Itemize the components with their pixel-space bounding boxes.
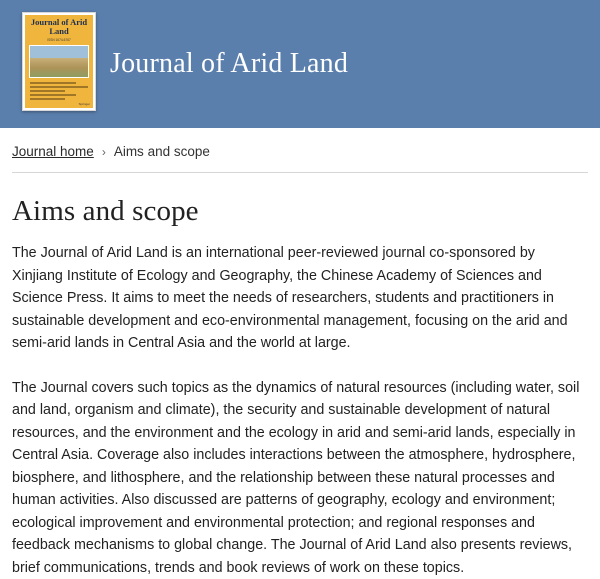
cover-artwork — [25, 15, 93, 108]
breadcrumb-current: Aims and scope — [114, 144, 210, 159]
journal-header-banner — [0, 0, 600, 128]
journal-cover-image — [22, 12, 96, 111]
cover-publisher: Springer — [25, 102, 93, 108]
aims-paragraph-1: The Journal of Arid Land is an international peer-reviewed journal co-sponsored by Xinjiang Institute of Ecology and Geography, the Chinese Academy of Sciences and Science Press. It aims to meet the needs of researchers, students and practitioners in sustainable development and eco-environmental management, focusing on the arid and semi-arid lands in Central Asia and the world at large. — [12, 242, 588, 355]
cover-photo — [29, 45, 89, 78]
cover-title: Journal of Arid Land — [25, 15, 93, 38]
cover-text-lines — [30, 82, 88, 102]
page-content — [0, 128, 600, 579]
journal-title: Journal of Arid Land — [110, 48, 348, 80]
chevron-right-icon: › — [102, 145, 106, 159]
page-title: Aims and scope — [12, 195, 588, 228]
aims-paragraph-2: The Journal covers such topics as the dynamics of natural resources (including water, soil and land, organism and climate), the security and sustainable development of natural resources, and the environment and the ecology in arid and semi-arid lands, especially in Central Asia. Coverage also includes interactions between the atmosphere, hydrosphere, biosphere, and lithosphere, and the relationship between these natural processes and human activities. Also discussed are patterns of geography, ecology and environment; ecological improvement and environmental protection; and regional responses and feedback mechanisms to global change. The Journal of Arid Land also presents reviews, brief communications, trends and book reviews of work on these topics. — [12, 377, 588, 579]
breadcrumb-link-journal-home[interactable]: Journal home — [12, 144, 94, 159]
cover-subtitle: ISSN 1674-6767 — [25, 38, 93, 44]
breadcrumb — [12, 128, 588, 173]
